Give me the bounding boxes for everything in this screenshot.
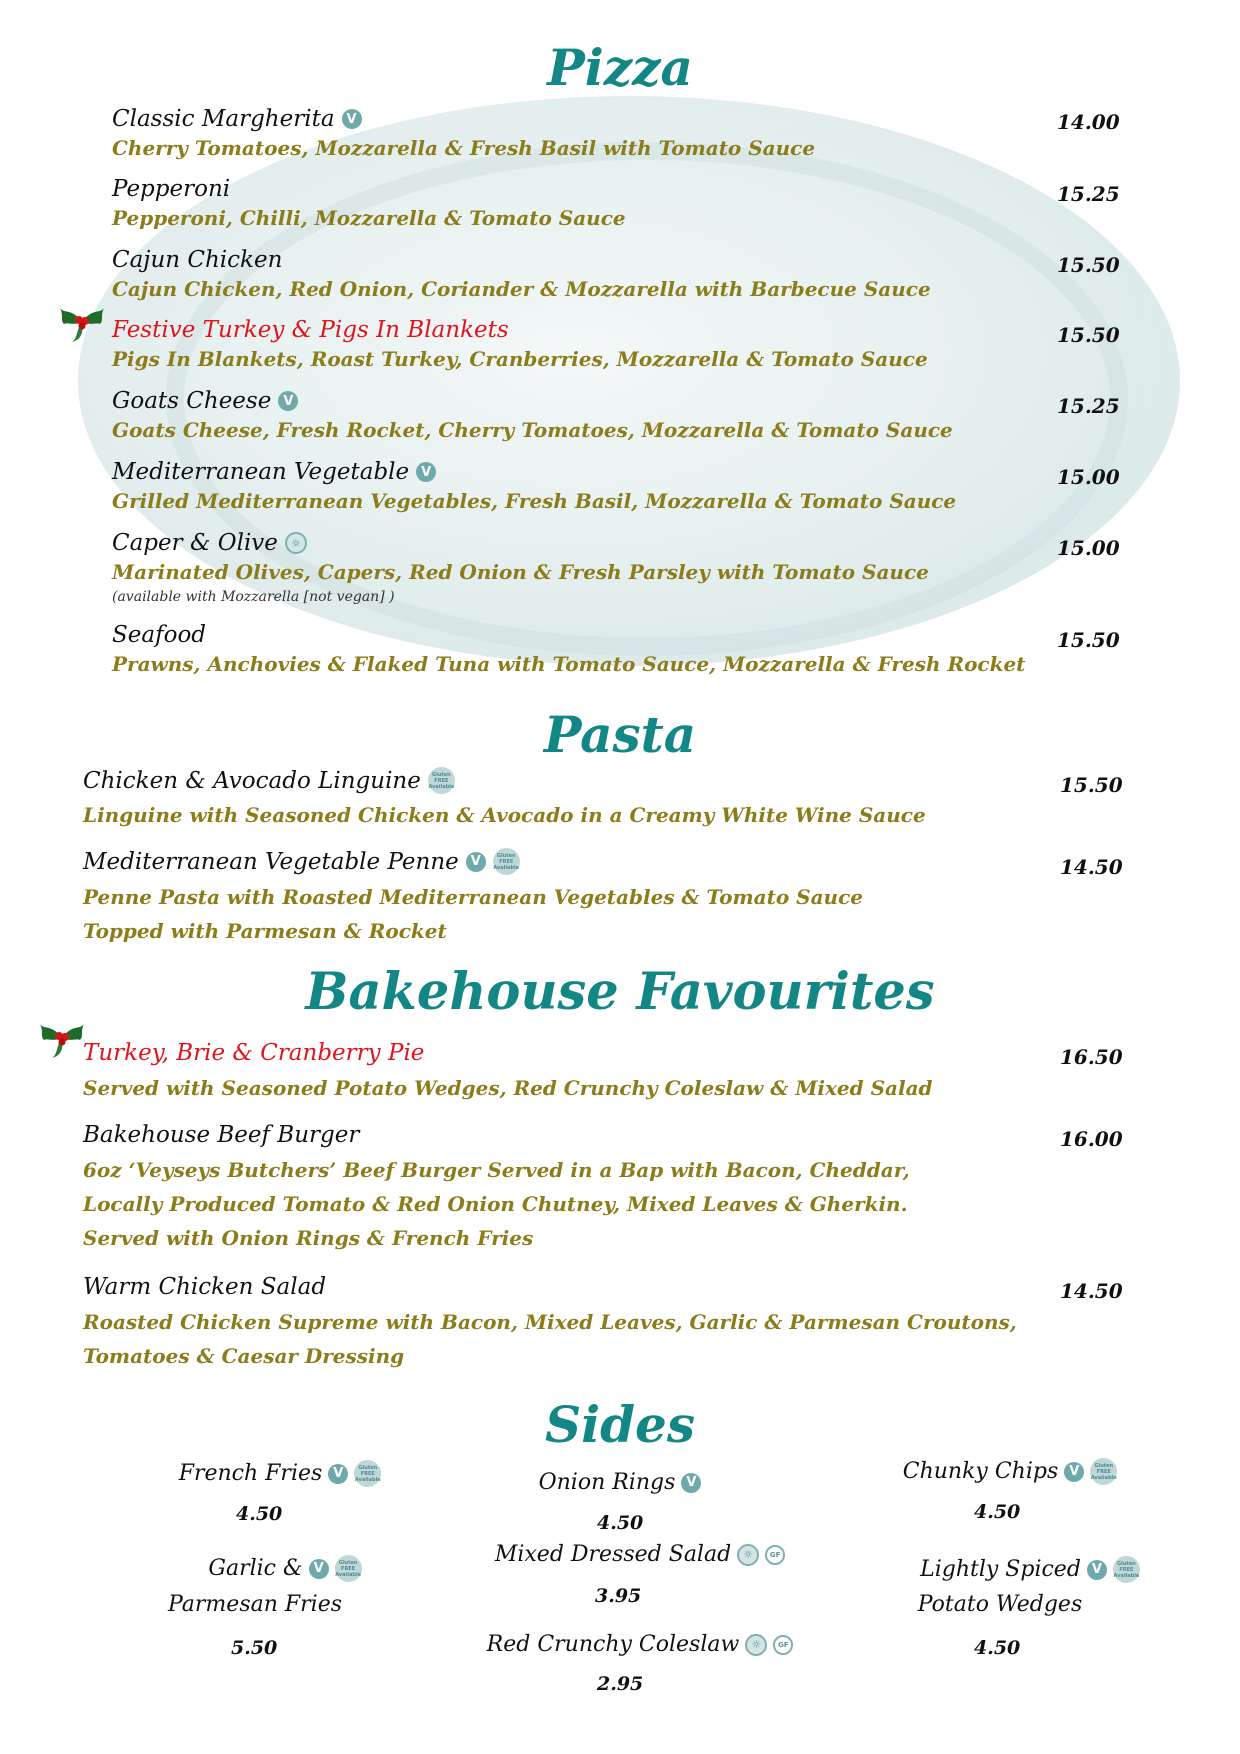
item-description: Locally Produced Tomato & Red Onion Chutney, Mixed Leaves & Gherkin. — [83, 1192, 908, 1216]
side-item — [490, 1470, 750, 1495]
item-price: 15.25 — [1057, 394, 1120, 418]
vegetarian-icon: V — [416, 462, 436, 482]
vegetarian-icon: V — [1087, 1560, 1107, 1580]
item-description: Cherry Tomatoes, Mozzarella & Fresh Basil with Tomato Sauce — [112, 136, 816, 160]
item-name: Classic Margherita — [112, 106, 335, 132]
side-item — [470, 1632, 810, 1657]
item-price: 15.50 — [1057, 323, 1120, 347]
vegan-icon: ☼ — [737, 1544, 759, 1566]
item-name: Chicken & Avocado Linguine — [83, 767, 421, 794]
item-name: Caper & Olive — [112, 530, 278, 556]
item-description: Roasted Chicken Supreme with Bacon, Mixed Leaves, Garlic & Parmesan Croutons, — [83, 1310, 1017, 1334]
item-description: Penne Pasta with Roasted Mediterranean Vegetables & Tomato Sauce — [83, 885, 863, 909]
side-price: 3.95 — [595, 1585, 642, 1607]
gluten-free-icon: GF — [773, 1635, 793, 1655]
item-description: Served with Onion Rings & French Fries — [83, 1226, 534, 1250]
item-description: Pepperoni, Chilli, Mozzarella & Tomato Sauce — [112, 206, 626, 230]
item-name: Turkey, Brie & Cranberry Pie — [83, 1040, 425, 1066]
item-name: Mediterranean Vegetable — [112, 459, 410, 485]
item-price: 15.50 — [1060, 773, 1123, 797]
item-name: Pepperoni — [112, 176, 231, 202]
gluten-free-icon: Gluten FREE Available — [493, 848, 520, 875]
vegetarian-icon: V — [681, 1473, 701, 1493]
side-price: 4.50 — [974, 1501, 1021, 1523]
side-price: 4.50 — [236, 1503, 283, 1525]
vegan-icon: ☼ — [745, 1634, 767, 1656]
item-price: 15.25 — [1057, 182, 1120, 206]
vegetarian-icon: V — [1064, 1462, 1084, 1482]
item-name: Mediterranean Vegetable Penne — [83, 848, 459, 875]
side-name: French Fries — [178, 1461, 323, 1486]
item-name: Seafood — [112, 622, 207, 648]
item-description: Marinated Olives, Capers, Red Onion & Fresh Parsley with Tomato Sauce — [112, 560, 929, 584]
item-price: 15.00 — [1057, 536, 1120, 560]
side-name: Onion Rings — [538, 1470, 676, 1495]
pizza-heading: Pizza — [547, 38, 693, 97]
bakehouse-heading: Bakehouse Favourites — [305, 962, 935, 1022]
gluten-free-icon: Gluten FREE Available — [1090, 1458, 1117, 1485]
side-item — [890, 1556, 1170, 1583]
vegetarian-icon: V — [466, 852, 486, 872]
gluten-free-icon: Gluten FREE Available — [1113, 1556, 1140, 1583]
side-item — [860, 1458, 1160, 1485]
side-name: Lightly Spiced — [920, 1557, 1081, 1582]
item-description: Prawns, Anchovies & Flaked Tuna with Tomato Sauce, Mozzarella & Fresh Rocket — [112, 652, 1026, 676]
item-description: Pigs In Blankets, Roast Turkey, Cranberries, Mozzarella & Tomato Sauce — [112, 347, 928, 371]
holly-icon — [58, 300, 106, 342]
side-name: Mixed Dressed Salad — [494, 1542, 732, 1567]
vegetarian-icon: V — [309, 1559, 329, 1579]
side-price: 4.50 — [974, 1637, 1021, 1659]
side-name: Parmesan Fries — [167, 1592, 343, 1617]
gluten-free-icon: Gluten FREE Available — [354, 1460, 381, 1487]
vegetarian-icon: V — [278, 391, 298, 411]
item-name: Festive Turkey & Pigs In Blankets — [112, 317, 509, 343]
item-name: Cajun Chicken — [112, 247, 283, 273]
item-note: (available with Mozzarella [not vegan] ) — [112, 589, 395, 605]
item-description: 6oz ‘Veyseys Butchers’ Beef Burger Served in a Bap with Bacon, Cheddar, — [83, 1158, 910, 1182]
side-price: 4.50 — [597, 1512, 644, 1534]
side-item — [150, 1460, 410, 1487]
pasta-heading: Pasta — [543, 705, 697, 764]
item-price: 15.50 — [1057, 628, 1120, 652]
side-item — [470, 1542, 810, 1567]
gluten-free-icon: Gluten FREE Available — [335, 1555, 362, 1582]
item-description: Topped with Parmesan & Rocket — [83, 919, 447, 943]
item-description: Goats Cheese, Fresh Rocket, Cherry Tomatoes, Mozzarella & Tomato Sauce — [112, 418, 953, 442]
item-price: 14.50 — [1060, 1279, 1123, 1303]
side-name: Chunky Chips — [902, 1459, 1059, 1484]
gluten-free-icon: Gluten FREE Available — [428, 767, 455, 794]
side-item — [170, 1555, 400, 1582]
item-description: Tomatoes & Caesar Dressing — [83, 1344, 405, 1368]
item-name: Goats Cheese — [112, 388, 272, 414]
side-price: 2.95 — [597, 1673, 644, 1695]
item-price: 14.50 — [1060, 855, 1123, 879]
vegan-icon: ☼ — [285, 532, 307, 554]
item-name: Warm Chicken Salad — [83, 1274, 327, 1300]
side-name: Red Crunchy Coleslaw — [486, 1632, 740, 1657]
item-description: Served with Seasoned Potato Wedges, Red Crunchy Coleslaw & Mixed Salad — [83, 1076, 933, 1100]
item-description: Cajun Chicken, Red Onion, Coriander & Mozzarella with Barbecue Sauce — [112, 277, 931, 301]
item-description: Grilled Mediterranean Vegetables, Fresh Basil, Mozzarella & Tomato Sauce — [112, 489, 957, 513]
sides-heading: Sides — [544, 1395, 696, 1454]
item-price: 14.00 — [1057, 110, 1120, 134]
side-name: Garlic & — [208, 1556, 303, 1581]
item-price: 16.50 — [1060, 1045, 1123, 1069]
holly-icon — [38, 1016, 86, 1058]
item-price: 16.00 — [1060, 1127, 1123, 1151]
vegetarian-icon: V — [328, 1464, 348, 1484]
item-price: 15.50 — [1057, 253, 1120, 277]
gluten-free-icon: GF — [765, 1545, 785, 1565]
item-name: Bakehouse Beef Burger — [83, 1122, 360, 1148]
item-price: 15.00 — [1057, 465, 1120, 489]
side-name: Potato Wedges — [917, 1592, 1083, 1617]
item-description: Linguine with Seasoned Chicken & Avocado in a Creamy White Wine Sauce — [83, 803, 926, 827]
vegetarian-icon: V — [342, 109, 362, 129]
side-price: 5.50 — [231, 1637, 278, 1659]
